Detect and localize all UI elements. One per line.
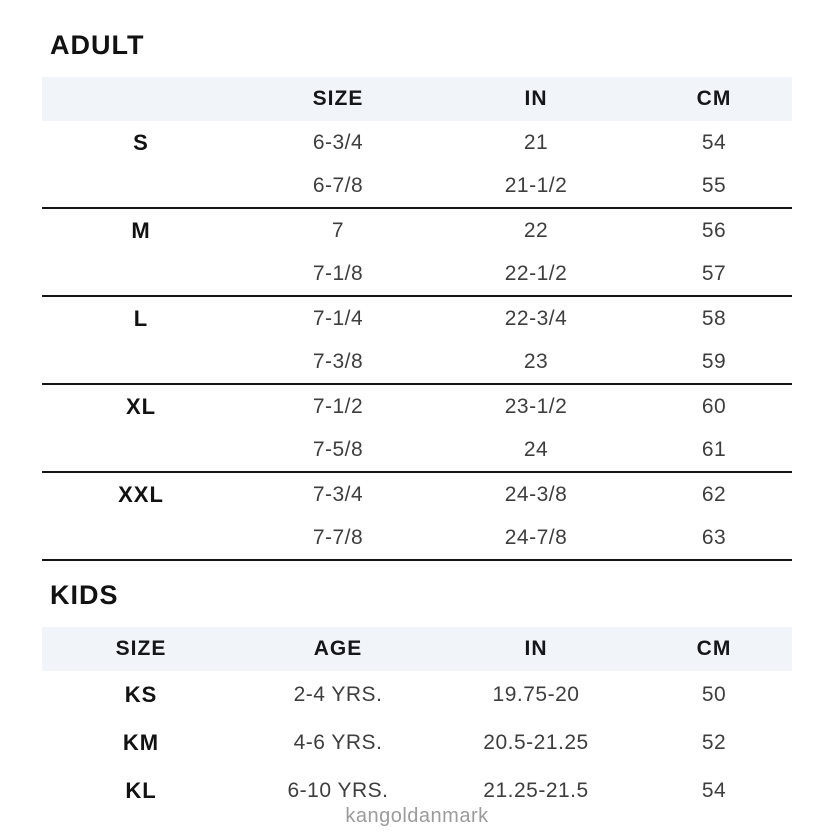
size-label: S	[133, 129, 149, 155]
size-group-m	[42, 209, 792, 297]
size-label: M	[131, 217, 151, 243]
adult-col-header-size: SIZE	[312, 87, 364, 110]
cm-value: 61	[701, 437, 727, 461]
in-value: 21-1/2	[504, 173, 568, 197]
size-group-s	[42, 121, 792, 209]
size-group-xl	[42, 385, 792, 473]
size-value: 6-7/8	[312, 173, 364, 197]
in-value: 24-7/8	[504, 525, 568, 549]
size-value: 7-3/8	[312, 349, 364, 373]
in-value: 23	[523, 349, 549, 373]
kids-col-header-size: SIZE	[115, 637, 167, 660]
kids-section-title: KIDS	[50, 580, 119, 610]
adult-table-header	[42, 77, 792, 121]
kids-col-header-in: IN	[524, 637, 548, 660]
in-value: 24	[523, 437, 549, 461]
size-label: XXL	[118, 481, 164, 507]
table-row	[42, 297, 792, 340]
in-value: 22-1/2	[504, 261, 568, 285]
table-row	[42, 164, 792, 207]
table-row	[42, 340, 792, 383]
in-value: 21.25-21.5	[483, 779, 589, 802]
size-label: KL	[125, 778, 157, 803]
cm-value: 52	[701, 731, 727, 754]
site-watermark: kangoldanmark	[345, 805, 489, 827]
cm-value: 54	[701, 779, 727, 802]
table-row	[42, 209, 792, 252]
cm-value: 60	[701, 394, 727, 418]
cm-value: 55	[701, 173, 727, 197]
adult-section-title: ADULT	[50, 30, 145, 60]
table-row	[42, 473, 792, 516]
in-value: 24-3/8	[504, 482, 568, 506]
size-value: 7-3/4	[312, 482, 364, 506]
table-row	[42, 671, 792, 719]
size-group-xxl	[42, 473, 792, 561]
kids-size-table	[42, 627, 792, 815]
kids-col-header-cm: CM	[696, 637, 732, 660]
in-value: 22-3/4	[504, 306, 568, 330]
age-value: 4-6 YRS.	[293, 731, 383, 754]
size-value: 7	[331, 218, 345, 242]
cm-value: 50	[701, 683, 727, 706]
table-row	[42, 385, 792, 428]
size-value: 7-5/8	[312, 437, 364, 461]
size-value: 7-1/4	[312, 306, 364, 330]
age-value: 6-10 YRS.	[287, 779, 389, 802]
cm-value: 56	[701, 218, 727, 242]
size-label: XL	[125, 393, 157, 419]
cm-value: 59	[701, 349, 727, 373]
table-row	[42, 121, 792, 164]
table-row	[42, 719, 792, 767]
cm-value: 57	[701, 261, 727, 285]
kids-table-header	[42, 627, 792, 671]
age-value: 2-4 YRS.	[293, 683, 383, 706]
in-value: 19.75-20	[492, 683, 580, 706]
cm-value: 54	[701, 130, 727, 154]
in-value: 23-1/2	[504, 394, 568, 418]
adult-size-table	[42, 77, 792, 561]
adult-col-header-cm: CM	[696, 87, 732, 110]
size-label: KM	[122, 730, 160, 755]
cm-value: 62	[701, 482, 727, 506]
in-value: 21	[523, 130, 549, 154]
size-value: 7-1/2	[312, 394, 364, 418]
kids-col-header-age: AGE	[313, 637, 363, 660]
size-value: 7-7/8	[312, 525, 364, 549]
table-row	[42, 516, 792, 559]
size-value: 7-1/8	[312, 261, 364, 285]
cm-value: 63	[701, 525, 727, 549]
size-group-l	[42, 297, 792, 385]
adult-col-header-in: IN	[524, 87, 548, 110]
in-value: 22	[523, 218, 549, 242]
table-row	[42, 428, 792, 471]
size-label: L	[133, 305, 149, 331]
table-row	[42, 252, 792, 295]
size-label: KS	[124, 682, 158, 707]
cm-value: 58	[701, 306, 727, 330]
in-value: 20.5-21.25	[483, 731, 589, 754]
size-value: 6-3/4	[312, 130, 364, 154]
